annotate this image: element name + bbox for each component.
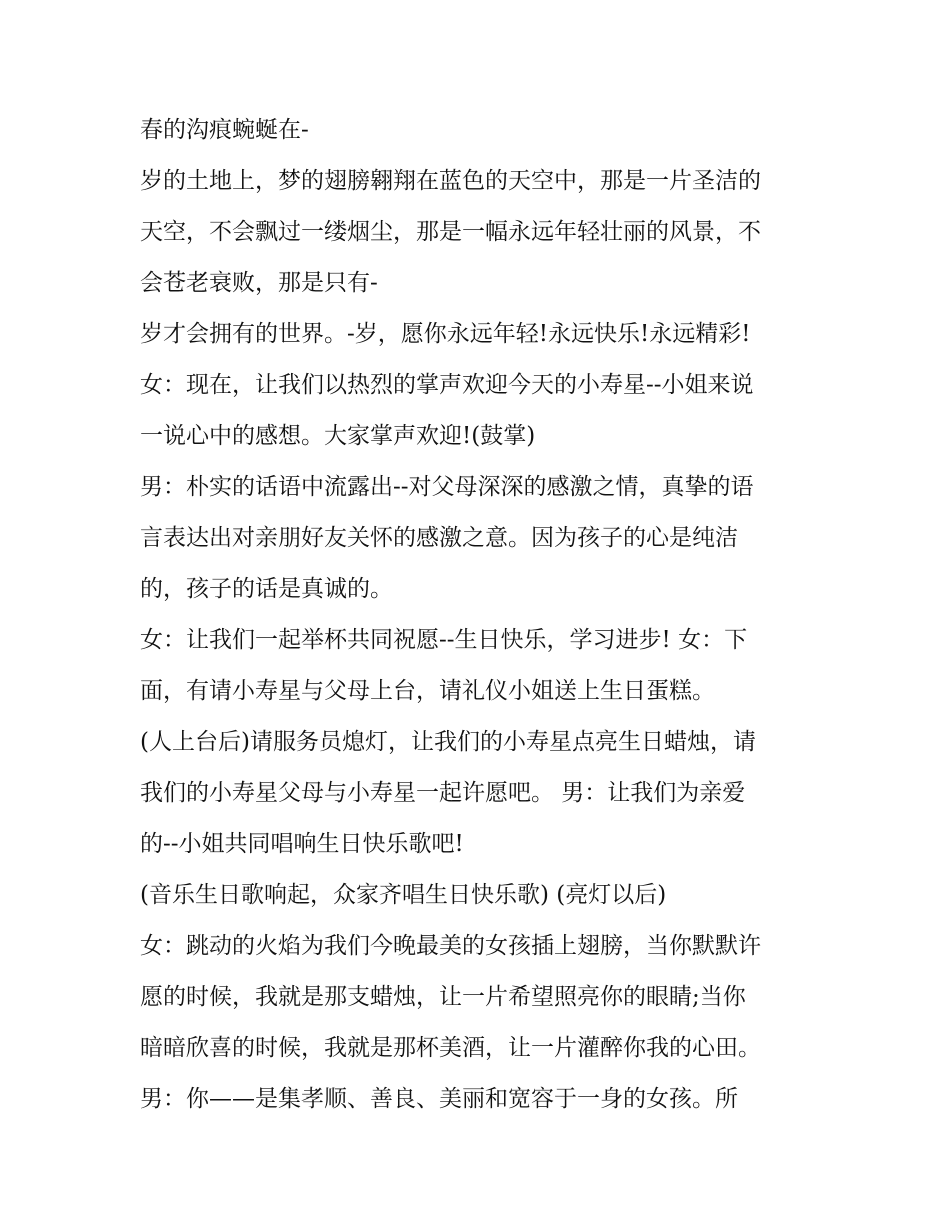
text-line: 的，孩子的话是真诚的。 — [140, 576, 393, 602]
text-line: 暗暗欣喜的时候，我就是那杯美酒，让一片灌醉你我的心田。 — [140, 1035, 761, 1061]
text-line: 岁的土地上，梦的翅膀翱翔在蓝色的天空中，那是一片圣洁的 — [140, 168, 761, 194]
text-line: 女：让我们一起举杯共同祝愿--生日快乐，学习进步! 女：下 — [140, 627, 748, 653]
text-line: 一说心中的感想。大家掌声欢迎!(鼓掌) — [140, 423, 536, 449]
text-line: 愿的时候，我就是那支蜡烛，让一片希望照亮你的眼睛;当你 — [140, 984, 746, 1010]
text-line: 天空，不会飘过一缕烟尘，那是一幅永远年轻壮丽的风景，不 — [140, 219, 761, 245]
text-line: 我们的小寿星父母与小寿星一起许愿吧。 男：让我们为亲爱 — [140, 780, 746, 806]
text-line: (人上台后)请服务员熄灯，让我们的小寿星点亮生日蜡烛，请 — [140, 729, 756, 755]
text-line: 春的沟痕蜿蜒在- — [140, 117, 309, 143]
text-line: 言表达出对亲朋好友关怀的感激之意。因为孩子的心是纯洁 — [140, 525, 738, 551]
text-line: 岁才会拥有的世界。-岁，愿你永远年轻!永远快乐!永远精彩! — [140, 321, 751, 347]
text-line: 会苍老衰败，那是只有- — [140, 270, 378, 296]
text-line: 女：现在，让我们以热烈的掌声欢迎今天的小寿星--小姐来说 — [140, 372, 754, 398]
text-line: 女：跳动的火焰为我们今晚最美的女孩插上翅膀，当你默默许 — [140, 933, 761, 959]
text-line: 男：朴实的话语中流露出--对父母深深的感激之情，真挚的语 — [140, 474, 754, 500]
text-line: 面，有请小寿星与父母上台，请礼仪小姐送上生日蛋糕。 — [140, 678, 715, 704]
text-line: (音乐生日歌响起，众家齐唱生日快乐歌) (亮灯以后) — [140, 882, 667, 908]
text-line: 男：你——是集孝顺、善良、美丽和宽容于一身的女孩。所 — [140, 1086, 738, 1112]
text-line: 的--小姐共同唱响生日快乐歌吧! — [140, 831, 464, 857]
